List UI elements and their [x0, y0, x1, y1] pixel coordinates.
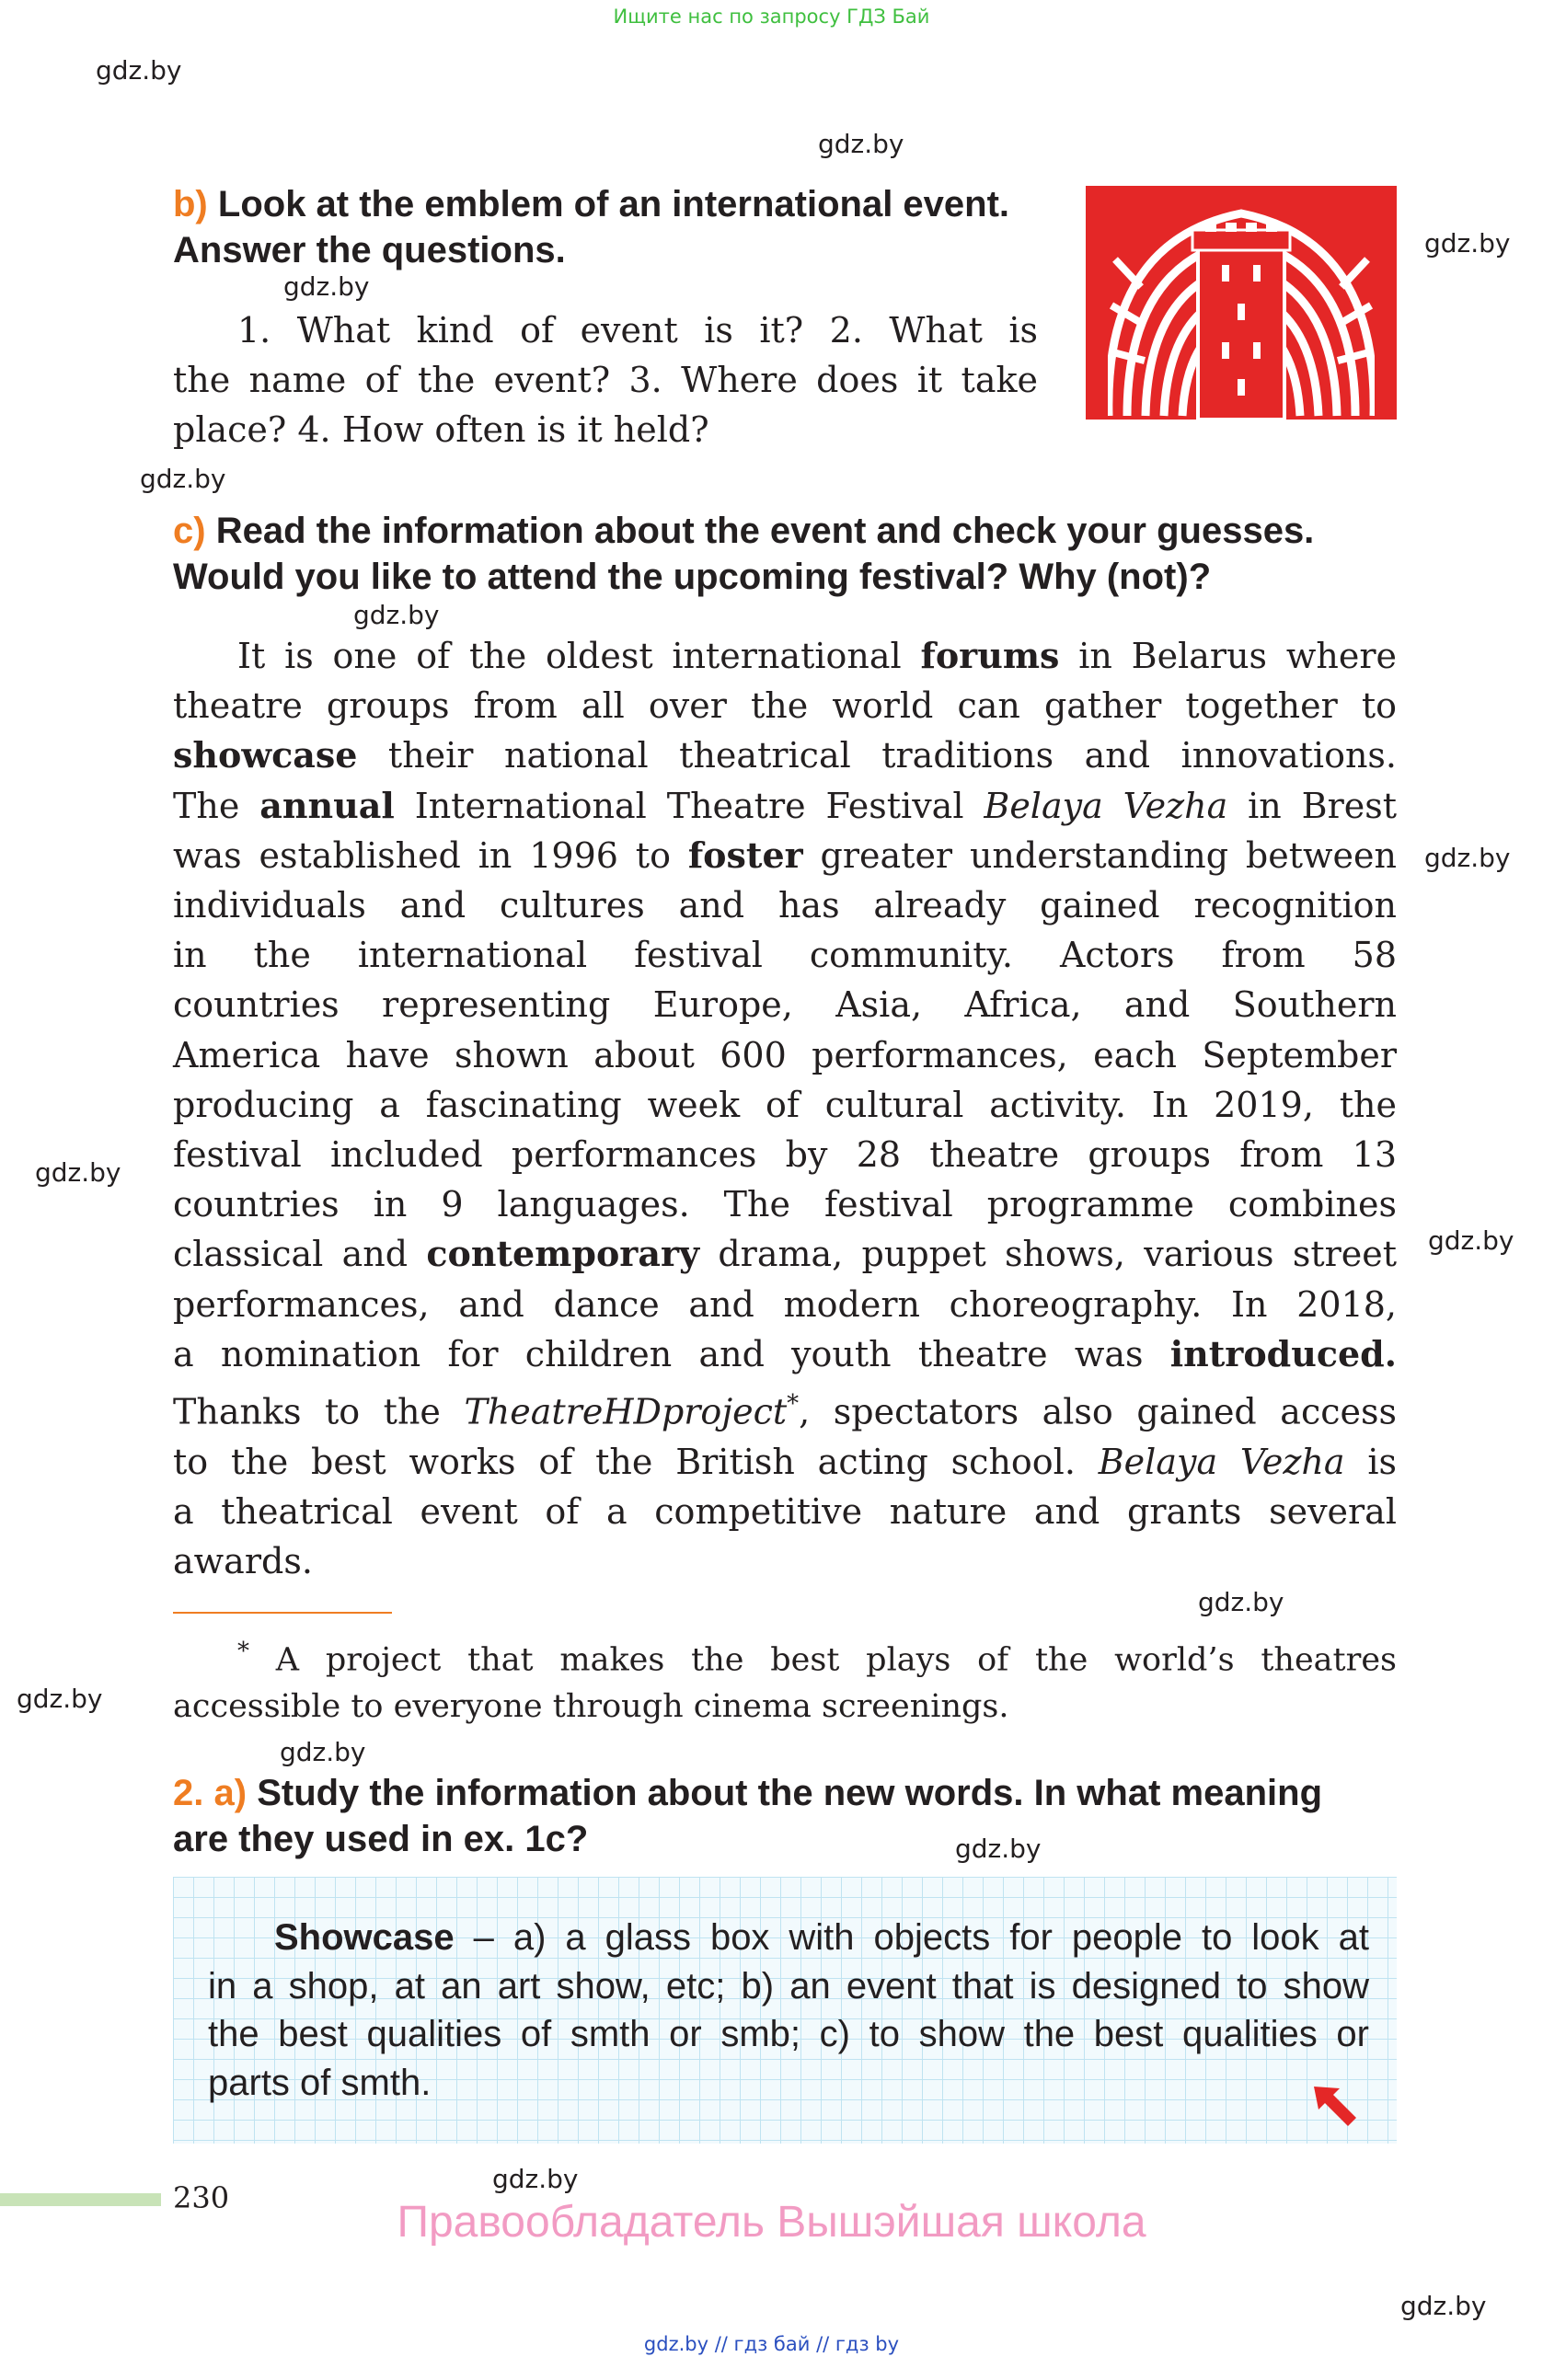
text-span: in Belarus where [1059, 636, 1397, 676]
text-line: theatre groups from all over the world can gather together to [173, 685, 1397, 727]
text-span: is [1344, 1441, 1397, 1482]
task-b-line1: Look at the emblem of an international event. [217, 184, 1010, 224]
watermark: gdz.by [1424, 228, 1511, 259]
copyright-holder: Правообладатель Вышэйшая школа [397, 2198, 1146, 2247]
task-number: 2. [173, 1773, 204, 1813]
text-line: countries in 9 languages. The festival programme combines [173, 1184, 1397, 1225]
festival-name: Belaya Vezha [984, 785, 1228, 826]
task-letter: b) [173, 184, 208, 224]
footnote-marker: * [237, 1638, 249, 1665]
watermark: gdz.by [1198, 1587, 1284, 1617]
watermark: gdz.by [140, 464, 226, 494]
watermark: gdz.by [283, 271, 370, 302]
text-line [173, 1437, 1397, 1487]
arrow-icon [1308, 2079, 1364, 2134]
watermark: gdz.by [280, 1737, 366, 1767]
definition-text [208, 1914, 1369, 2107]
definition-line [208, 1914, 1369, 1962]
question-line: place? 4. How often is it held? [173, 409, 709, 451]
task-2a-heading [173, 1770, 1397, 1862]
text-line [173, 1329, 1397, 1379]
text-line [173, 631, 1397, 681]
watermark: gdz.by [96, 55, 182, 86]
text-line: America have shown about 600 performances, each September [173, 1034, 1397, 1075]
footnote [173, 1628, 1397, 1730]
task-letter: c) [173, 511, 206, 551]
task-c-line2: Would you like to attend the upcoming festival? Why (not)? [173, 557, 1212, 597]
watermark: gdz.by [35, 1157, 121, 1188]
keyword-forums: forums [920, 635, 1060, 676]
text-line: individuals and cultures and has already gained recognition [173, 885, 1397, 926]
task-c-heading [173, 508, 1397, 600]
text-span: their national theatrical traditions and innovations. [357, 735, 1397, 776]
text-span: classical and [173, 1234, 427, 1275]
text-span: greater understanding between [802, 834, 1397, 876]
text-span: drama, puppet shows, various street [699, 1234, 1397, 1275]
top-search-note: Ищите нас по запросу ГДЗ Бай [613, 6, 930, 28]
text-span: It is one of the oldest international [237, 636, 921, 676]
question-line: the name of the event? 3. Where does it take [173, 360, 1038, 401]
tower-emblem-icon [1086, 186, 1397, 420]
text-line: countries representing Europe, Asia, Africa, and Southern [173, 984, 1397, 1026]
task-2a-line1: Study the information about the new words. In what meaning [257, 1773, 1322, 1813]
watermark: gdz.by [818, 129, 904, 159]
text-span: in Brest [1227, 785, 1398, 826]
text-span: Thanks to the [173, 1391, 465, 1432]
text-span: A project that makes the best plays of the world’s theatres [249, 1641, 1397, 1679]
definition-line: the best qualities of smth or smb; c) to show the best qualities or [208, 2014, 1369, 2054]
text-span: . [1384, 1332, 1397, 1374]
text-span: was established in 1996 to [173, 834, 688, 876]
text-line: in the international festival community. Actors from 58 [173, 935, 1397, 976]
festival-text [173, 631, 1397, 1587]
task-letter: a) [213, 1773, 248, 1813]
text-line: performances, and dance and modern choreography. In 2018, [173, 1283, 1397, 1325]
text-line [173, 1379, 1397, 1437]
watermark: gdz.by [1428, 1225, 1514, 1256]
task-b-line2: Answer the questions. [173, 230, 566, 270]
keyword-showcase: showcase [173, 734, 358, 776]
text-span: – a) a glass box with objects for people to look at [454, 1917, 1369, 1958]
question-line: 1. What kind of event is it? 2. What is [237, 310, 1038, 351]
text-span: a nomination for children and youth theatre was [173, 1333, 1170, 1374]
bottom-links[interactable]: gdz.by // гдз бай // гдз by [643, 2333, 900, 2355]
watermark: gdz.by [1424, 843, 1511, 873]
keyword-annual: annual [259, 784, 395, 826]
text-line: producing a fascinating week of cultural activity. In 2019, the [173, 1084, 1397, 1125]
project-name: TheatreHDproject [464, 1391, 788, 1432]
footnote-marker: * [787, 1390, 800, 1419]
definition-line: parts of smth. [208, 2062, 432, 2103]
footnote-line: accessible to everyone through cinema screenings. [173, 1687, 1009, 1725]
text-line: a theatrical event of a competitive nature and grants several [173, 1491, 1397, 1533]
watermark: gdz.by [1400, 2291, 1487, 2321]
watermark: gdz.by [353, 600, 440, 630]
task-2a-line2: are they used in ex. 1c? [173, 1819, 589, 1859]
text-span: , spectators also gained access [799, 1391, 1397, 1432]
text-line: festival included performances by 28 theatre groups from 13 [173, 1134, 1397, 1176]
festival-emblem [1086, 186, 1397, 420]
keyword-introduced: introduced [1169, 1332, 1385, 1374]
keyword-foster: foster [687, 834, 803, 876]
footnote-divider [173, 1612, 392, 1614]
text-line [173, 831, 1397, 880]
text-line [173, 781, 1397, 831]
text-span: International Theatre Festival [394, 785, 985, 826]
page-number: 230 [173, 2180, 230, 2215]
definition-term: Showcase [274, 1917, 455, 1958]
task-b-heading [173, 181, 1038, 273]
watermark: gdz.by [492, 2164, 579, 2194]
footnote-line [173, 1628, 1397, 1684]
task-c-line1: Read the information about the event and check your guesses. [215, 511, 1315, 551]
watermark: gdz.by [17, 1684, 103, 1714]
definition-line: in a shop, at an art show, etc; b) an event that is designed to show [208, 1965, 1369, 2006]
text-span: The [173, 785, 260, 826]
festival-name: Belaya Vezha [1098, 1441, 1345, 1482]
text-line: awards. [173, 1541, 313, 1582]
task-b-questions [173, 305, 1038, 455]
keyword-contemporary: contemporary [426, 1233, 700, 1275]
text-line [173, 1229, 1397, 1279]
tower [1192, 223, 1290, 420]
text-span: to the best works of the British acting school. [173, 1441, 1099, 1482]
text-line [173, 730, 1397, 780]
watermark: gdz.by [955, 1834, 1042, 1864]
